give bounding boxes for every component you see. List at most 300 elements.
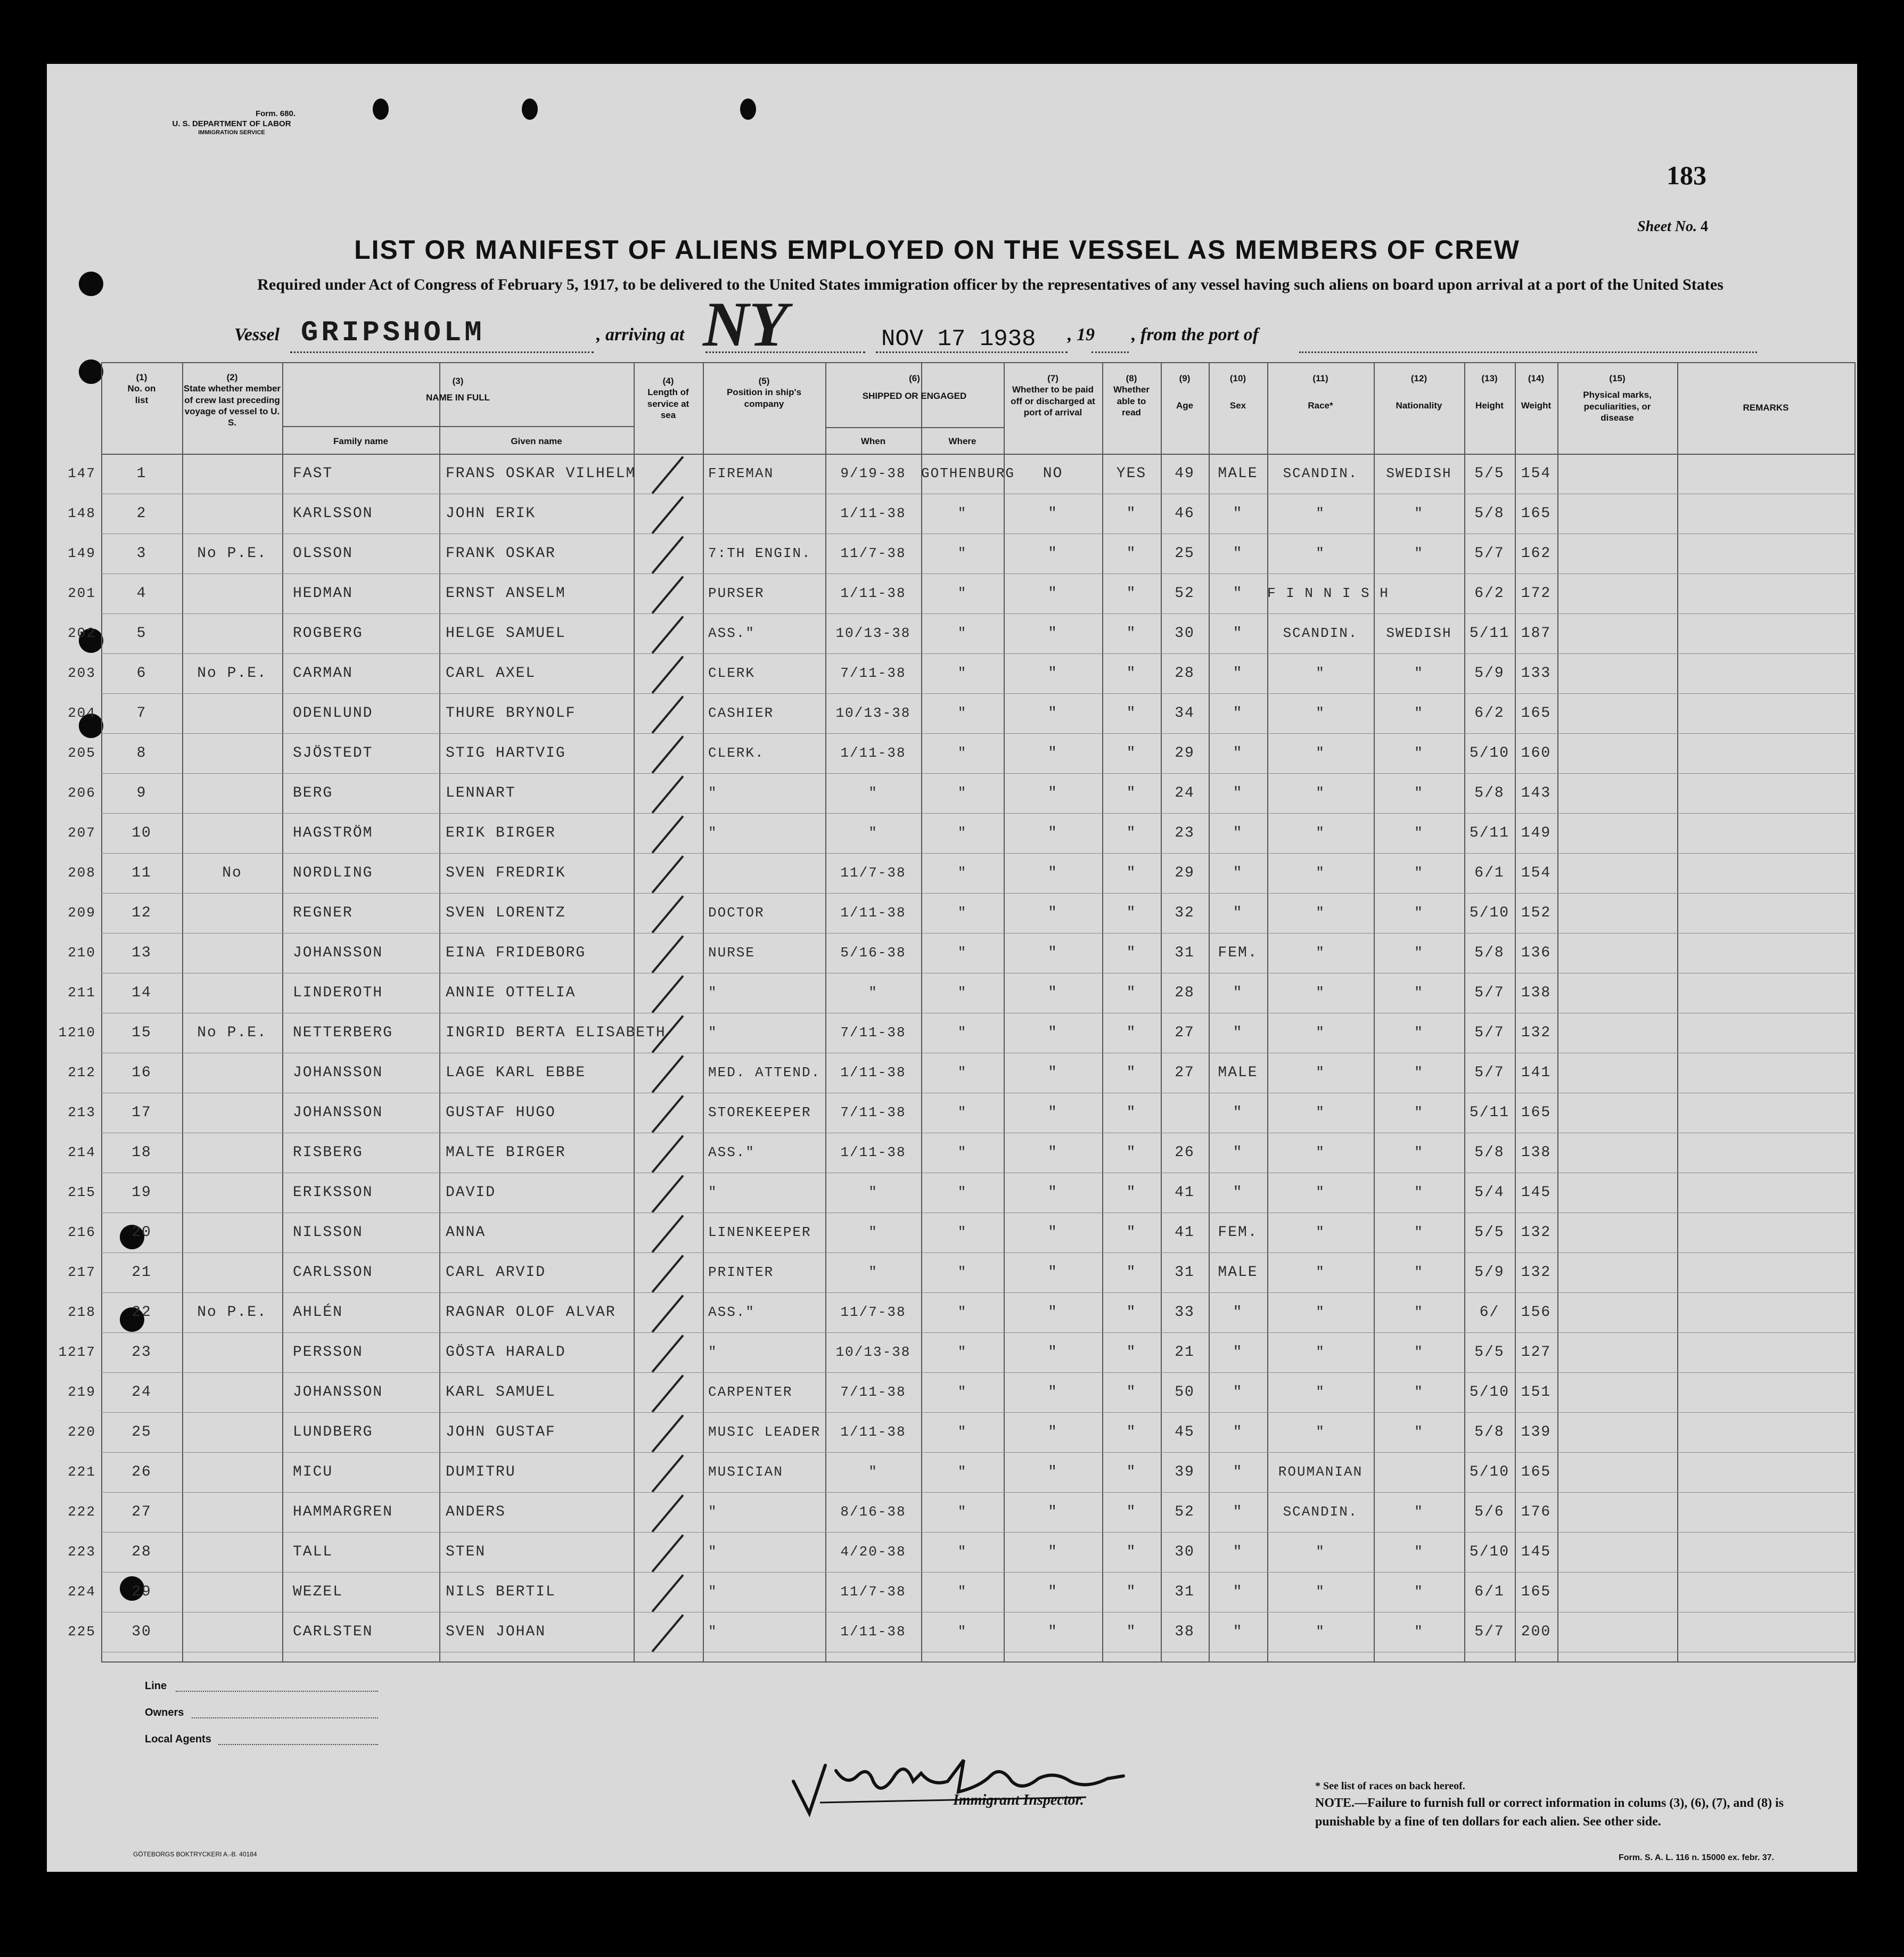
document-subtitle: Required under Act of Congress of February 5, 1917, to be delivered to the United States immigration officer by the representatives of any vessel having such aliens on board upon arrival at a port of the United States	[257, 276, 1724, 293]
cell-m: 225	[68, 1624, 96, 1640]
cell-ht: 5/5	[1474, 1224, 1505, 1241]
cell-wt: 187	[1521, 625, 1552, 642]
table-row	[68, 733, 1856, 773]
table-row	[68, 454, 1856, 494]
table-row	[68, 773, 1856, 813]
department: U. S. DEPARTMENT OF LABOR	[172, 119, 291, 128]
cell-read: "	[1126, 1544, 1137, 1560]
table-row	[68, 973, 1856, 1013]
col-9-label: Age	[1176, 400, 1194, 411]
cell-no: 8	[136, 745, 147, 761]
cell-read: "	[1126, 1264, 1137, 1281]
cell-pos: "	[708, 1624, 718, 1640]
cell-age: 41	[1175, 1224, 1195, 1241]
form-identifier	[136, 109, 327, 136]
col-7-number: (7)	[1047, 373, 1058, 383]
cell-sex: "	[1233, 1104, 1243, 1121]
cell-where: "	[957, 1224, 967, 1240]
cell-nat: "	[1414, 665, 1424, 681]
cell-paid: "	[1048, 1584, 1058, 1600]
col-10-label: Sex	[1229, 400, 1246, 411]
cell-pos: 7:TH ENGIN.	[708, 545, 811, 561]
cell-race: "	[1316, 705, 1325, 721]
cell-wt: 154	[1521, 865, 1552, 881]
table-row	[68, 1532, 1856, 1572]
cell-ht: 5/4	[1474, 1184, 1505, 1201]
punch-hole	[79, 272, 103, 296]
cell-age: 28	[1175, 985, 1195, 1001]
cell-nat: "	[1414, 1025, 1424, 1041]
cell-paid: "	[1048, 665, 1058, 682]
table-row	[68, 1612, 1856, 1652]
cell-read: "	[1126, 1384, 1137, 1401]
cell-race: ROUMANIAN	[1278, 1464, 1363, 1480]
cell-wt: 132	[1521, 1264, 1552, 1281]
cell-m: 220	[68, 1424, 96, 1440]
cell-paid: "	[1048, 705, 1058, 722]
cell-ht: 5/10	[1469, 1464, 1510, 1480]
cell-paid: "	[1048, 745, 1058, 761]
cell-nat: "	[1414, 1224, 1424, 1240]
inspector-label: Immigrant Inspector.	[953, 1792, 1084, 1808]
cell-sex: "	[1233, 1144, 1243, 1161]
cell-read: "	[1126, 1624, 1137, 1640]
cell-sex: "	[1233, 505, 1243, 522]
cell-ht: 5/7	[1474, 1065, 1505, 1081]
cell-no: 17	[132, 1104, 152, 1121]
cell-m: 211	[68, 985, 96, 1001]
form-code: Form. S. A. L. 116 n. 15000 ex. febr. 37.	[1619, 1853, 1774, 1862]
cell-m: 222	[68, 1504, 96, 1520]
cell-read: "	[1126, 1065, 1137, 1081]
cell-given: GÖSTA HARALD	[446, 1344, 566, 1361]
cell-no: 9	[136, 785, 147, 801]
col-10-header	[1209, 373, 1267, 412]
cell-wt: 165	[1521, 505, 1552, 522]
cell-fam: HEDMAN	[293, 585, 353, 602]
cell-nat: "	[1414, 1584, 1424, 1600]
cell-given: ANNA	[446, 1224, 486, 1241]
cell-where: "	[957, 1504, 967, 1520]
cell-where: "	[957, 1544, 967, 1560]
cell-m: 147	[68, 465, 96, 481]
col-14-number: (14)	[1528, 373, 1545, 383]
cell-race: "	[1316, 745, 1325, 761]
cell-where: "	[957, 745, 967, 761]
penalty-note: NOTE.—Failure to furnish full or correct information in colums (3), (6), (7), and (8) is punishable by a fine of ten dollars for each alien. See other side.	[1315, 1796, 1784, 1829]
cell-m: 210	[68, 945, 96, 961]
cell-age: 29	[1175, 865, 1195, 881]
col-12-header	[1374, 373, 1464, 412]
cell-no: 24	[132, 1384, 152, 1401]
cell-sex: "	[1233, 745, 1243, 761]
cell-nat: "	[1414, 1264, 1424, 1280]
cell-wt: 149	[1521, 825, 1552, 841]
cell-paid: "	[1048, 505, 1058, 522]
cell-fam: KARLSSON	[293, 505, 373, 522]
races-note: * See list of races on back hereof.	[1315, 1780, 1465, 1792]
cell-nat: "	[1414, 945, 1424, 961]
cell-given: DAVID	[446, 1184, 496, 1201]
cell-when: 11/7-38	[840, 1304, 906, 1320]
cell-wt: 139	[1521, 1424, 1552, 1440]
cell-m: 217	[68, 1264, 96, 1280]
cell-no: 13	[132, 945, 152, 961]
cell-when: 1/11-38	[840, 1144, 906, 1160]
cell-nat: "	[1414, 865, 1424, 881]
cell-when: 1/11-38	[840, 1424, 906, 1440]
cell-nat: "	[1414, 1624, 1424, 1640]
cell-fam: CARLSTEN	[293, 1624, 373, 1640]
cell-wt: 136	[1521, 945, 1552, 961]
cell-paid: "	[1048, 905, 1058, 921]
cell-sex: "	[1233, 665, 1243, 682]
col-12-label: Nationality	[1396, 400, 1442, 411]
cell-ht: 6/2	[1474, 585, 1505, 602]
cell-wt: 145	[1521, 1544, 1552, 1560]
col-3-header	[282, 375, 634, 404]
cell-sex: "	[1233, 1544, 1243, 1560]
cell-read: "	[1126, 905, 1137, 921]
cell-where: "	[957, 1464, 967, 1480]
cell-wt: 152	[1521, 905, 1552, 921]
cell-read: "	[1126, 665, 1137, 682]
cell-pos: "	[708, 1544, 718, 1560]
cell-when: "	[868, 1264, 878, 1280]
cell-ht: 6/	[1479, 1304, 1500, 1321]
cell-where: "	[957, 585, 967, 601]
col-1-label: No. on list	[127, 383, 156, 405]
cell-race: SCANDIN.	[1283, 465, 1358, 481]
cell-age: 32	[1175, 905, 1195, 921]
cell-no: 6	[136, 665, 147, 682]
from-port-label: , from the port of	[1131, 325, 1259, 345]
cell-sex: "	[1233, 1184, 1243, 1201]
col-2-number: (2)	[226, 372, 238, 382]
cell-nat: "	[1414, 1304, 1424, 1320]
footer-notes	[1315, 1779, 1821, 1831]
col-12-number: (12)	[1410, 373, 1427, 383]
cell-no: 27	[132, 1504, 152, 1520]
cell-no: 30	[132, 1624, 152, 1640]
table-row	[58, 1013, 1856, 1053]
cell-read: "	[1126, 745, 1137, 761]
cell-ht: 5/10	[1469, 745, 1510, 761]
cell-m: 1210	[58, 1025, 96, 1041]
cell-no: 14	[132, 985, 152, 1001]
sheet-value: 4	[1701, 218, 1708, 235]
cell-wt: 127	[1521, 1344, 1552, 1361]
cell-pos: PRINTER	[708, 1264, 774, 1280]
cell-wt: 151	[1521, 1384, 1552, 1401]
col-9-number: (9)	[1179, 373, 1191, 383]
table-row	[58, 1332, 1856, 1372]
cell-m: 212	[68, 1065, 96, 1080]
cell-no: 10	[132, 825, 152, 841]
table-row	[68, 613, 1856, 653]
cell-no: 16	[132, 1065, 152, 1081]
cell-when: 1/11-38	[840, 1065, 906, 1080]
cell-pos: NURSE	[708, 945, 756, 961]
cell-race: SCANDIN.	[1283, 625, 1358, 641]
cell-age: 25	[1175, 545, 1195, 562]
cell-age: 29	[1175, 745, 1195, 761]
cell-sex: "	[1233, 825, 1243, 841]
cell-ht: 5/8	[1474, 505, 1505, 522]
cell-sex: "	[1233, 1025, 1243, 1041]
year-underline	[1091, 351, 1129, 353]
cell-ht: 5/5	[1474, 465, 1505, 482]
cell-when: 1/11-38	[840, 505, 906, 521]
cell-ht: 6/2	[1474, 705, 1505, 722]
cell-nat: "	[1414, 905, 1424, 921]
col-5-header	[703, 375, 825, 410]
col-1-header	[101, 372, 182, 406]
cell-no: 20	[132, 1224, 152, 1241]
cell-sex: "	[1233, 625, 1243, 642]
printer-mark: GÖTEBORGS BOKTRYCKERI A.-B. 40184	[133, 1850, 257, 1858]
cell-read: "	[1126, 1464, 1137, 1480]
table-row	[68, 1053, 1856, 1093]
cell-no: 23	[132, 1344, 152, 1361]
cell-paid: "	[1048, 865, 1058, 881]
cell-paid: "	[1048, 625, 1058, 642]
cell-race: "	[1316, 1025, 1325, 1041]
cell-age: 52	[1175, 1504, 1195, 1520]
cell-fam: JOHANSSON	[293, 1384, 383, 1401]
cell-wt: 165	[1521, 1584, 1552, 1600]
cell-sex: MALE	[1218, 465, 1258, 482]
vessel-underline	[290, 351, 594, 353]
cell-when: "	[868, 985, 878, 1001]
cell-read: "	[1126, 865, 1137, 881]
col-4-label: Length of service at sea	[647, 387, 690, 420]
col-13-number: (13)	[1481, 373, 1498, 383]
cell-age: 28	[1175, 665, 1195, 682]
col-5-label: Position in ship's company	[726, 387, 802, 409]
cell-paid: "	[1048, 1264, 1058, 1281]
cell-nat: "	[1414, 1344, 1424, 1360]
cell-race: "	[1316, 1424, 1325, 1440]
cell-paid: "	[1048, 585, 1058, 602]
table-row	[68, 1213, 1856, 1252]
local-agents-label: Local Agents	[145, 1733, 211, 1745]
given-name-header: Given name	[511, 436, 562, 446]
cell-fam: MICU	[293, 1464, 333, 1480]
cell-fam: LINDEROTH	[293, 985, 383, 1001]
cell-where: "	[957, 1304, 967, 1320]
cell-no: 15	[132, 1025, 152, 1041]
cell-race: "	[1316, 545, 1325, 561]
cell-nat: "	[1414, 1504, 1424, 1520]
cell-where: "	[957, 625, 967, 641]
cell-given: SVEN JOHAN	[446, 1624, 546, 1640]
cell-read: "	[1126, 1144, 1137, 1161]
cell-given: ERIK BIRGER	[446, 825, 556, 841]
cell-nat: "	[1414, 1184, 1424, 1200]
cell-given: EINA FRIDEBORG	[446, 945, 586, 961]
service: IMMIGRATION SERVICE	[198, 129, 265, 136]
cell-ht: 5/7	[1474, 985, 1505, 1001]
table-row	[68, 1173, 1856, 1213]
cell-where: "	[957, 505, 967, 521]
col-2-header	[182, 372, 282, 428]
cell-no: 1	[136, 465, 147, 482]
col-13-header	[1464, 373, 1515, 412]
cell-race: "	[1316, 1144, 1325, 1160]
col-6-label: SHIPPED OR ENGAGED	[862, 391, 967, 402]
cell-no: 3	[136, 545, 147, 562]
cell-given: JOHN ERIK	[446, 505, 536, 522]
cell-pos: STOREKEEPER	[708, 1104, 811, 1120]
cell-ht: 5/5	[1474, 1344, 1505, 1361]
cell-no: 18	[132, 1144, 152, 1161]
cell-paid: "	[1048, 1544, 1058, 1560]
cell-sex: "	[1233, 1584, 1243, 1600]
cell-m: 149	[68, 545, 96, 561]
cell-m: 215	[68, 1184, 96, 1200]
cell-st: No P.E.	[197, 665, 267, 682]
cell-st: No P.E.	[197, 1025, 267, 1041]
cell-ht: 5/7	[1474, 545, 1505, 562]
cell-where: "	[957, 985, 967, 1001]
cell-when: 11/7-38	[840, 1584, 906, 1600]
cell-fam: ROGBERG	[293, 625, 363, 642]
cell-when: 1/11-38	[840, 1624, 906, 1640]
cell-fam: LUNDBERG	[293, 1424, 373, 1440]
cell-given: LAGE KARL EBBE	[446, 1065, 586, 1081]
cell-sex: MALE	[1218, 1065, 1258, 1081]
cell-sex: "	[1233, 545, 1243, 562]
cell-st: No	[222, 865, 242, 881]
document-title: LIST OR MANIFEST OF ALIENS EMPLOYED ON THE VESSEL AS MEMBERS OF CREW	[354, 235, 1520, 265]
cell-read: "	[1126, 1304, 1137, 1321]
cell-paid: "	[1048, 1504, 1058, 1520]
cell-m: 202	[68, 625, 96, 641]
cell-fam: JOHANSSON	[293, 945, 383, 961]
cell-fam: SJÖSTEDT	[293, 745, 373, 761]
cell-nat: "	[1414, 505, 1424, 521]
cell-ht: 5/10	[1469, 905, 1510, 921]
cell-where: "	[957, 1025, 967, 1041]
cell-read: "	[1126, 1424, 1137, 1440]
cell-where: "	[957, 945, 967, 961]
cell-age: 41	[1175, 1184, 1195, 1201]
cell-when: "	[868, 825, 878, 841]
cell-m: 148	[68, 505, 96, 521]
cell-read: "	[1126, 585, 1137, 602]
cell-wt: 132	[1521, 1025, 1552, 1041]
cell-wt: 145	[1521, 1184, 1552, 1201]
local-agents-underline	[218, 1744, 378, 1745]
cell-age: 31	[1175, 1264, 1195, 1281]
cell-race: "	[1316, 1544, 1325, 1560]
cell-given: KARL SAMUEL	[446, 1384, 556, 1401]
cell-given: INGRID BERTA ELISABETH	[446, 1025, 666, 1041]
line-underline	[176, 1691, 378, 1692]
cell-race: "	[1316, 1384, 1325, 1400]
cell-paid: "	[1048, 1184, 1058, 1201]
cell-no: 19	[132, 1184, 152, 1201]
cell-race: "	[1316, 785, 1325, 801]
cell-age: 24	[1175, 785, 1195, 801]
cell-pos: LINENKEEPER	[708, 1224, 811, 1240]
cell-pos: DOCTOR	[708, 905, 765, 921]
cell-no: 12	[132, 905, 152, 921]
cell-read: "	[1126, 625, 1137, 642]
cell-age: 38	[1175, 1624, 1195, 1640]
cell-wt: 200	[1521, 1624, 1552, 1640]
cell-paid: "	[1048, 1144, 1058, 1161]
cell-nat: "	[1414, 985, 1424, 1001]
table-row	[68, 1252, 1856, 1292]
cell-pos: MUSIC LEADER	[708, 1424, 821, 1440]
cell-ht: 5/10	[1469, 1544, 1510, 1560]
remarks-header: REMARKS	[1743, 403, 1789, 413]
cell-ht: 5/8	[1474, 1424, 1505, 1440]
cell-read: "	[1126, 705, 1137, 722]
cell-given: ERNST ANSELM	[446, 585, 566, 602]
cell-race: "	[1316, 1304, 1325, 1320]
col-10-number: (10)	[1229, 373, 1246, 383]
cell-sex: "	[1233, 1504, 1243, 1520]
cell-age: 26	[1175, 1144, 1195, 1161]
cell-age: 27	[1175, 1025, 1195, 1041]
cell-pos: CLERK.	[708, 745, 765, 761]
cell-race: "	[1316, 1184, 1325, 1200]
cell-race: "	[1316, 1584, 1325, 1600]
col-3-number: (3)	[452, 376, 464, 386]
cell-fam: CARMAN	[293, 665, 353, 682]
cell-read: "	[1126, 985, 1137, 1001]
cell-fam: RISBERG	[293, 1144, 363, 1161]
cell-fam: JOHANSSON	[293, 1104, 383, 1121]
cell-fam: JOHANSSON	[293, 1065, 383, 1081]
col-7-header	[1004, 373, 1102, 418]
cell-st: No P.E.	[197, 545, 267, 562]
cell-fam: HAGSTRÖM	[293, 825, 373, 841]
cell-read: "	[1126, 1504, 1137, 1520]
vessel-name: GRIPSHOLM	[301, 317, 485, 349]
cell-race: SCANDIN.	[1283, 1504, 1358, 1520]
cell-given: SVEN FREDRIK	[446, 865, 566, 881]
cell-when: "	[868, 1224, 878, 1240]
cell-m: 207	[68, 825, 96, 841]
cell-pos: ASS."	[708, 1304, 756, 1320]
cell-pos: CARPENTER	[708, 1384, 793, 1400]
cell-fam: FAST	[293, 465, 333, 482]
cell-pos: "	[708, 785, 718, 801]
table-row	[68, 693, 1856, 733]
cell-fam: CARLSSON	[293, 1264, 373, 1281]
cell-nat: "	[1414, 1104, 1424, 1120]
cell-wt: 138	[1521, 985, 1552, 1001]
cell-paid: "	[1048, 785, 1058, 801]
cell-pos: "	[708, 1184, 718, 1200]
cell-m: 223	[68, 1544, 96, 1560]
cell-age: 52	[1175, 585, 1195, 602]
line-label: Line	[145, 1680, 167, 1692]
cell-fam: BERG	[293, 785, 333, 801]
cell-race: "	[1316, 905, 1325, 921]
cell-pos: "	[708, 825, 718, 841]
cell-wt: 176	[1521, 1504, 1552, 1520]
cell-age: 39	[1175, 1464, 1195, 1480]
cell-ht: 6/1	[1474, 1584, 1505, 1600]
cell-ht: 5/11	[1469, 625, 1510, 642]
cell-no: 11	[132, 865, 152, 881]
cell-race: "	[1316, 1224, 1325, 1240]
